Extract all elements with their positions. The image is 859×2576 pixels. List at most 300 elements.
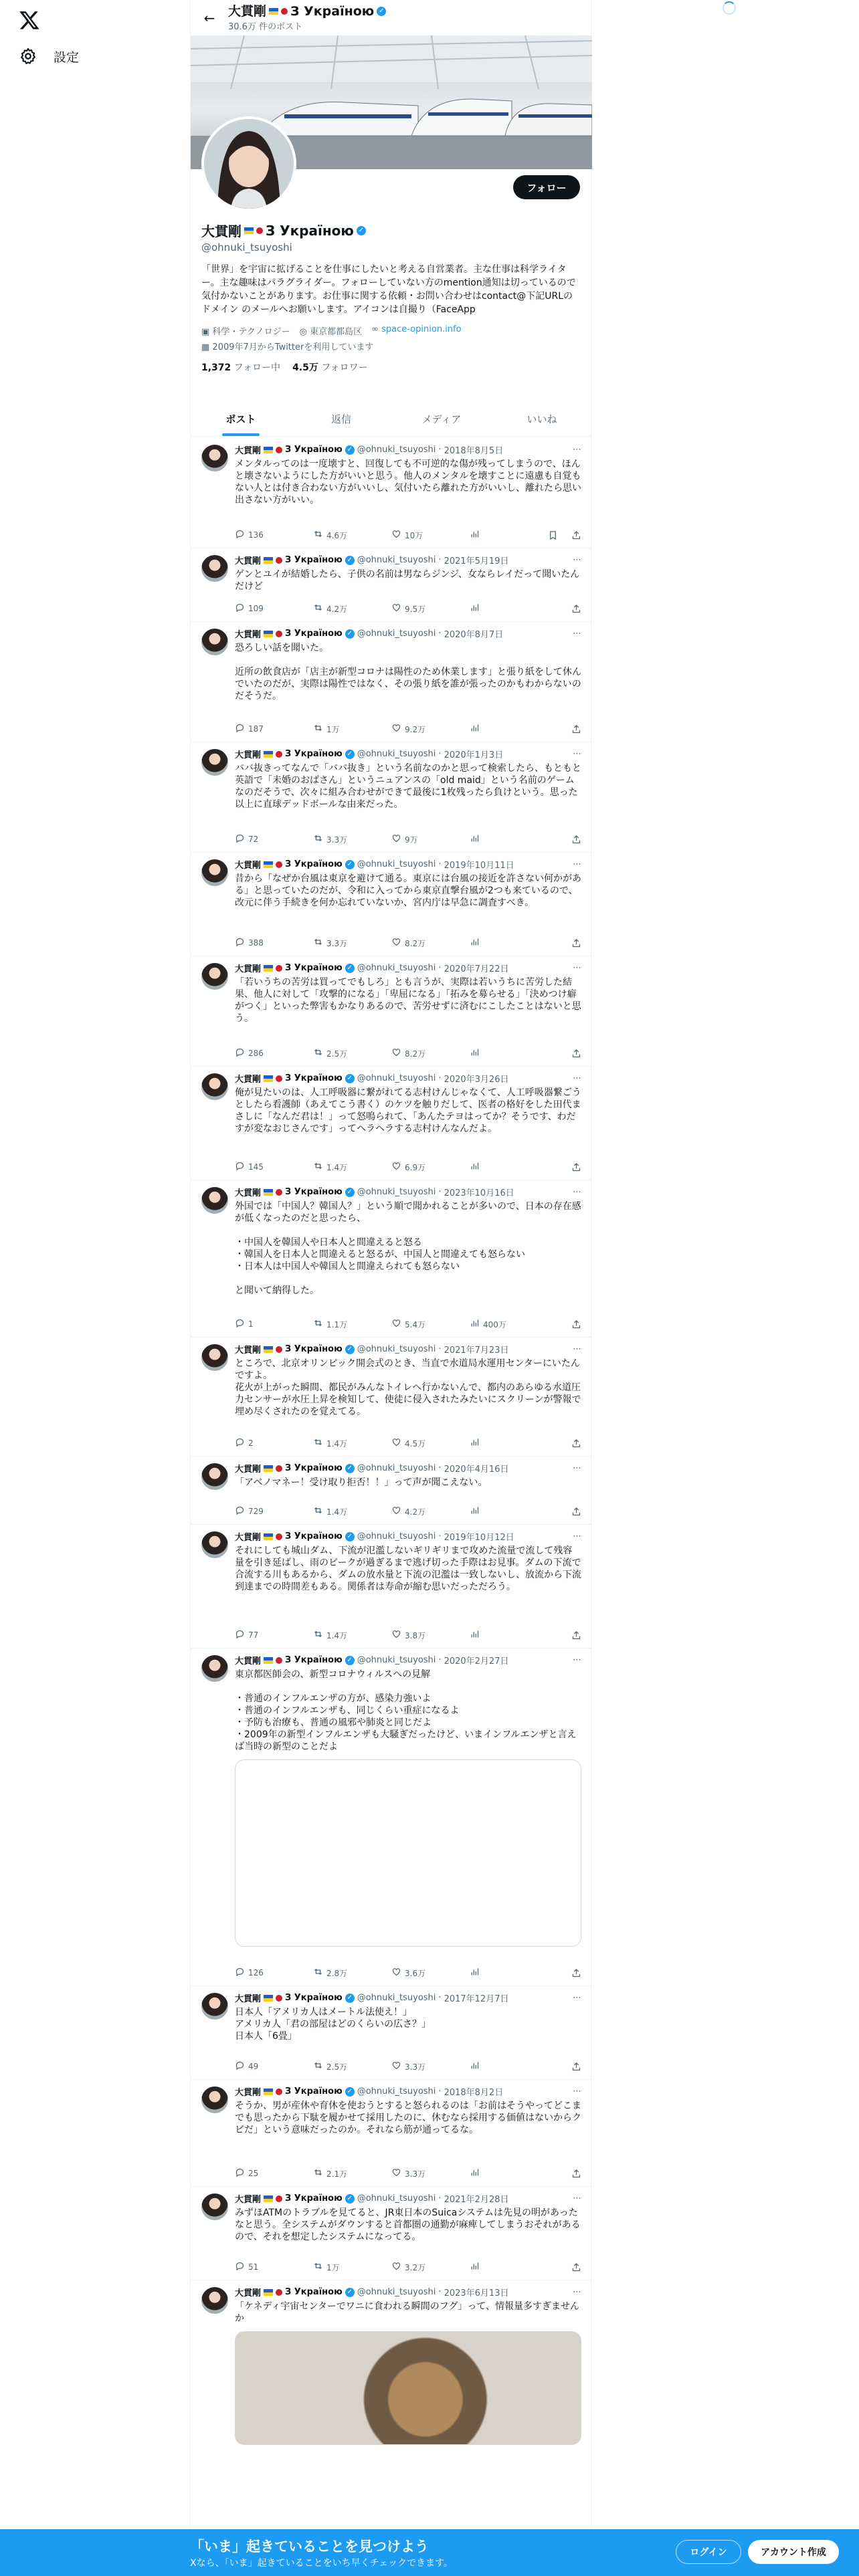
tweet-handle[interactable]: @ohnuki_tsuyoshi bbox=[357, 555, 436, 565]
tweet-avatar[interactable] bbox=[201, 1187, 228, 1214]
tweet-author-name[interactable]: 大貫剛 bbox=[235, 1075, 262, 1085]
x-logo-icon[interactable] bbox=[19, 9, 40, 31]
tweet-actions-end bbox=[571, 2169, 581, 2179]
tweet-handle[interactable]: @ohnuki_tsuyoshi bbox=[357, 749, 436, 759]
left-nav bbox=[0, 0, 187, 2576]
tweet-author-ua: З Україною bbox=[285, 1344, 343, 1354]
tweet-separator: · bbox=[438, 2287, 442, 2297]
heart-icon bbox=[391, 1967, 401, 1979]
retweet-button[interactable] bbox=[313, 1047, 391, 1059]
briefcase-icon: ▣ bbox=[201, 327, 213, 337]
like-button[interactable] bbox=[391, 1318, 470, 1330]
tweet[interactable] bbox=[191, 853, 592, 956]
tweet[interactable] bbox=[191, 2187, 592, 2280]
tweet-author-ua: З Україною bbox=[285, 749, 343, 759]
tweet[interactable] bbox=[191, 1457, 592, 1525]
tweet-avatar[interactable] bbox=[201, 1993, 228, 2020]
reply-button[interactable] bbox=[235, 833, 313, 845]
profile-bio: 「世界」を宇宙に拡げることを仕事にしたいと考える自営業者。主な仕事は科学ライター。主な趣味はパラグライダー。フォローしていない方のmention通知は切っているので気付かないことがあります。お仕事に関する依頼・お問い合わせはcontact@下記URLのドメイン のメールへお願いします。アイコンは自撮り（FaceApp bbox=[201, 264, 576, 315]
more-icon[interactable]: ⋯ bbox=[573, 445, 581, 455]
tweet-handle[interactable]: @ohnuki_tsuyoshi bbox=[357, 1655, 436, 1665]
tweet-body bbox=[235, 1343, 581, 1418]
share-icon[interactable] bbox=[571, 2169, 581, 2179]
reply-count: 145 bbox=[248, 1162, 264, 1172]
tweet-actions bbox=[235, 1161, 581, 1173]
tweet-text: 「若いうちの苦労は買ってでもしろ」とも言うが、実際は若いうちに苦労した結果、他人に対して「攻撃的になる」「卑屈になる」「拓みを募らせる」「決めつけ癖がつく」といった弊害もかなりあるので、苦労せずに済むにこしたことはないと思う。 bbox=[235, 977, 581, 1024]
like-button[interactable] bbox=[391, 2060, 470, 2072]
profile-name-text: 大貫剛 bbox=[201, 223, 242, 239]
retweet-button[interactable] bbox=[313, 2261, 391, 2273]
reply-button[interactable] bbox=[235, 1437, 313, 1449]
retweet-button[interactable] bbox=[313, 2167, 391, 2179]
tweet-handle[interactable]: @ohnuki_tsuyoshi bbox=[357, 2287, 436, 2297]
header-name-text: 大貫剛 bbox=[228, 4, 267, 19]
reply-button[interactable] bbox=[235, 1505, 313, 1517]
heart-icon bbox=[391, 1161, 401, 1173]
tweet-body bbox=[235, 962, 581, 1025]
tweet-text: 「アベノマネー！受け取り拒否！！」って声が聞こえない。 bbox=[235, 1477, 488, 1488]
tweet[interactable] bbox=[191, 1525, 592, 1648]
like-button[interactable] bbox=[391, 603, 470, 615]
views-button[interactable] bbox=[470, 723, 548, 735]
tweet[interactable] bbox=[191, 1986, 592, 2080]
reply-icon bbox=[235, 833, 245, 845]
more-icon[interactable]: ⋯ bbox=[573, 1187, 581, 1197]
retweet-button[interactable] bbox=[313, 723, 391, 735]
views-icon bbox=[470, 723, 480, 735]
tweet-author-name[interactable]: 大貫剛 bbox=[235, 1465, 262, 1475]
tweet-avatar[interactable] bbox=[201, 2287, 228, 2314]
retweet-icon bbox=[313, 1437, 323, 1449]
tweet-body bbox=[235, 858, 581, 909]
tweet-separator: · bbox=[438, 1531, 442, 1541]
reply-count: 49 bbox=[248, 2062, 259, 2071]
heart-icon bbox=[391, 2060, 401, 2072]
tweet-actions bbox=[235, 1318, 581, 1330]
tweet-separator: · bbox=[438, 2086, 442, 2097]
share-icon[interactable] bbox=[571, 1438, 581, 1448]
retweet-count: 1万 bbox=[326, 724, 340, 734]
joined-text: 2009年7月からTwitterを利用しています bbox=[212, 342, 374, 352]
tweet-handle[interactable]: @ohnuki_tsuyoshi bbox=[357, 1993, 436, 2003]
tweet-text: ところで、北京オリンピック開会式のとき、当直で水道局水運用センターにいたんですよ。 花火が上がった瞬間、都民がみんなトイレへ行かないんで、都内のあらゆる水道圧力センサーが水圧上昇を検知して、使徒に侵入されたみたいにスクリーンが警報で埋め尽くされたのを覚えてる。 bbox=[235, 1358, 581, 1417]
tweet-handle[interactable]: @ohnuki_tsuyoshi bbox=[357, 2086, 436, 2097]
tweet-date[interactable]: 2020年4月16日 bbox=[444, 1465, 509, 1475]
tweet-separator: · bbox=[438, 1463, 442, 1473]
ukraine-flag-icon bbox=[264, 861, 273, 868]
tweet-actions-end bbox=[571, 1162, 581, 1172]
heart-icon bbox=[391, 603, 401, 615]
tweet-avatar[interactable] bbox=[201, 1463, 228, 1490]
tweet-author-name[interactable]: 大貫剛 bbox=[235, 2195, 262, 2205]
tweet-date[interactable]: 2017年12月7日 bbox=[444, 1994, 509, 2004]
retweet-count: 1.4万 bbox=[326, 1630, 348, 1640]
retweet-button[interactable] bbox=[313, 1967, 391, 1979]
tweet-date[interactable]: 2018年8月5日 bbox=[444, 446, 504, 456]
tweet-actions-end bbox=[571, 938, 581, 948]
tweet-date[interactable]: 2019年10月11日 bbox=[444, 861, 514, 871]
reply-icon bbox=[235, 603, 245, 615]
tweet-body bbox=[235, 443, 581, 506]
reply-icon bbox=[235, 529, 245, 541]
heart-icon bbox=[391, 1437, 401, 1449]
tweet-avatar[interactable] bbox=[201, 2086, 228, 2113]
japan-flag-icon bbox=[276, 1533, 282, 1540]
views-button[interactable] bbox=[470, 1047, 548, 1059]
reply-button[interactable] bbox=[235, 937, 313, 949]
reply-count: 1 bbox=[248, 1319, 254, 1329]
tweet-date[interactable]: 2020年7月22日 bbox=[444, 964, 509, 974]
tweet[interactable] bbox=[191, 1648, 592, 1986]
views-button[interactable] bbox=[470, 529, 548, 541]
tweet-handle[interactable]: @ohnuki_tsuyoshi bbox=[357, 629, 436, 639]
tweet-avatar[interactable] bbox=[201, 1531, 228, 1558]
tweet-handle[interactable]: @ohnuki_tsuyoshi bbox=[357, 859, 436, 869]
heart-icon bbox=[391, 833, 401, 845]
ukraine-flag-icon bbox=[264, 965, 273, 972]
tweet-handle[interactable]: @ohnuki_tsuyoshi bbox=[357, 963, 436, 973]
views-button[interactable] bbox=[470, 937, 548, 949]
tweet-separator: · bbox=[438, 1073, 442, 1083]
retweet-count: 1.1万 bbox=[326, 1319, 348, 1329]
tab-likes[interactable]: いいね bbox=[527, 413, 557, 425]
like-button[interactable] bbox=[391, 833, 470, 845]
retweet-button[interactable] bbox=[313, 1437, 391, 1449]
following-link[interactable] bbox=[201, 360, 280, 374]
like-button[interactable] bbox=[391, 529, 470, 541]
tweet-date[interactable]: 2021年7月23日 bbox=[444, 1346, 509, 1356]
retweet-button[interactable] bbox=[313, 1161, 391, 1173]
retweet-icon bbox=[313, 2261, 323, 2273]
tweet[interactable] bbox=[191, 1337, 592, 1457]
like-button[interactable] bbox=[391, 2167, 470, 2179]
views-icon bbox=[470, 2261, 480, 2273]
tweet[interactable] bbox=[191, 1180, 592, 1337]
tweet-author-name[interactable]: 大貫剛 bbox=[235, 1994, 262, 2004]
tweet-body bbox=[235, 2192, 581, 2243]
tweet-body bbox=[235, 1992, 581, 2042]
japan-flag-icon bbox=[276, 1995, 282, 2002]
share-icon[interactable] bbox=[571, 1319, 581, 1329]
signup-button[interactable]: アカウント作成 bbox=[748, 2540, 839, 2564]
tweet[interactable] bbox=[191, 438, 592, 548]
reply-count: 136 bbox=[248, 530, 264, 540]
verified-badge-icon: ✓ bbox=[345, 1656, 355, 1665]
reply-button[interactable] bbox=[235, 603, 313, 615]
japan-flag-icon bbox=[276, 1075, 282, 1082]
profile-avatar[interactable] bbox=[201, 116, 296, 211]
tweet-body bbox=[235, 2286, 581, 2445]
more-icon[interactable]: ⋯ bbox=[573, 1993, 581, 2003]
tweet-avatar[interactable] bbox=[201, 1344, 228, 1371]
tweet-author-name[interactable]: 大貫剛 bbox=[235, 446, 262, 456]
retweet-count: 2.1万 bbox=[326, 2169, 348, 2179]
tweet-body bbox=[235, 1186, 581, 1297]
settings-link[interactable] bbox=[19, 47, 79, 66]
heart-icon bbox=[391, 1505, 401, 1517]
views-button[interactable] bbox=[470, 2261, 548, 2273]
tab-replies[interactable]: 返信 bbox=[330, 413, 351, 425]
heart-icon bbox=[391, 1047, 401, 1059]
tweet-author-name[interactable]: 大貫剛 bbox=[235, 861, 262, 871]
profile-tabs bbox=[191, 401, 592, 437]
location-pin-icon: ◎ bbox=[299, 327, 310, 337]
retweet-count: 4.2万 bbox=[326, 604, 348, 614]
tweet-avatar[interactable] bbox=[201, 1073, 228, 1100]
more-icon[interactable]: ⋯ bbox=[573, 749, 581, 759]
followers-link[interactable] bbox=[292, 360, 368, 374]
retweet-icon bbox=[313, 603, 323, 615]
more-icon[interactable]: ⋯ bbox=[573, 2287, 581, 2297]
heart-icon bbox=[391, 2261, 401, 2273]
tweet-handle[interactable]: @ohnuki_tsuyoshi bbox=[357, 1073, 436, 1083]
tweet-actions bbox=[235, 937, 581, 949]
share-icon[interactable] bbox=[571, 1162, 581, 1172]
verified-badge-icon: ✓ bbox=[345, 1994, 355, 2003]
ukraine-flag-icon bbox=[264, 751, 273, 758]
like-button[interactable] bbox=[391, 1437, 470, 1449]
tweet-date[interactable]: 2020年2月27日 bbox=[444, 1656, 509, 1667]
tab-posts[interactable]: ポスト bbox=[191, 401, 291, 436]
tweet-handle[interactable]: @ohnuki_tsuyoshi bbox=[357, 1344, 436, 1354]
tweet-author-name[interactable]: 大貫剛 bbox=[235, 964, 262, 974]
tweet-handle[interactable]: @ohnuki_tsuyoshi bbox=[357, 1463, 436, 1473]
tweet-date[interactable]: 2023年10月16日 bbox=[444, 1188, 514, 1198]
tweet-author-name[interactable]: 大貫剛 bbox=[235, 1656, 262, 1667]
tweet-avatar[interactable] bbox=[201, 1655, 228, 1682]
tweet[interactable] bbox=[191, 956, 592, 1067]
reply-button[interactable] bbox=[235, 1318, 313, 1330]
tweet-date[interactable]: 2019年10月12日 bbox=[444, 1533, 514, 1543]
tweet-date[interactable]: 2020年8月7日 bbox=[444, 630, 504, 640]
tweet-separator: · bbox=[438, 963, 442, 973]
ukraine-flag-icon bbox=[269, 8, 278, 15]
views-icon bbox=[470, 529, 480, 541]
more-icon[interactable]: ⋯ bbox=[573, 1073, 581, 1083]
retweet-button[interactable] bbox=[313, 529, 391, 541]
views-icon bbox=[470, 833, 480, 845]
tweet-actions-end bbox=[571, 724, 581, 734]
reply-count: 51 bbox=[248, 2262, 259, 2272]
tweet-media[interactable] bbox=[235, 2331, 581, 2445]
top-bar bbox=[191, 0, 592, 35]
tweet-media[interactable] bbox=[235, 1759, 581, 1947]
tweet-actions bbox=[235, 1967, 581, 1979]
tweet-text: 俺が見たいのは、人工呼吸器に繋がれてる志村けんじゃなくて、人工呼吸器繋ごうとしたら看護師（あえてこう書く）のケツを触りだして、医者の格好をした田代まさしに「なんだ君は！」って怒鳴られて、「あんたテヨはってか？そうです、わだすが変なおじさんです」ってヘラヘラする志村けんなんだよ。 bbox=[235, 1087, 581, 1134]
profile-ua-text: З Україною bbox=[266, 222, 354, 239]
reply-button[interactable] bbox=[235, 1629, 313, 1641]
retweet-button[interactable] bbox=[313, 937, 391, 949]
follow-button[interactable]: フォロー bbox=[513, 175, 580, 199]
tweet-author-name[interactable]: 大貫剛 bbox=[235, 1533, 262, 1543]
reply-button[interactable] bbox=[235, 723, 313, 735]
like-button[interactable] bbox=[391, 1629, 470, 1641]
reply-button[interactable] bbox=[235, 2261, 313, 2273]
retweet-count: 3.3万 bbox=[326, 938, 348, 948]
tweet-actions-end bbox=[571, 1630, 581, 1640]
views-icon bbox=[470, 1629, 480, 1641]
tweet[interactable] bbox=[191, 1067, 592, 1180]
tweet-author-name[interactable]: 大貫剛 bbox=[235, 1188, 262, 1198]
tweet-actions-end bbox=[571, 1438, 581, 1448]
share-icon[interactable] bbox=[571, 938, 581, 948]
verified-badge-icon: ✓ bbox=[377, 7, 386, 16]
verified-badge-icon: ✓ bbox=[345, 1074, 355, 1083]
bookmark-icon[interactable] bbox=[548, 530, 558, 540]
tweet-author-name[interactable]: 大貫剛 bbox=[235, 1346, 262, 1356]
tweet-avatar[interactable] bbox=[201, 555, 228, 582]
share-icon[interactable] bbox=[571, 2262, 581, 2272]
tweet-author-name[interactable]: 大貫剛 bbox=[235, 556, 262, 566]
tweet-avatar[interactable] bbox=[201, 2193, 228, 2220]
tweet-author-name[interactable]: 大貫剛 bbox=[235, 750, 262, 760]
views-button[interactable] bbox=[470, 1161, 548, 1173]
retweet-button[interactable] bbox=[313, 1505, 391, 1517]
profile-info bbox=[201, 221, 581, 374]
tweet-date[interactable]: 2021年5月19日 bbox=[444, 556, 509, 566]
more-icon[interactable]: ⋯ bbox=[573, 1463, 581, 1473]
tweet-author-ua: З Україною bbox=[285, 629, 343, 639]
tweet-avatar[interactable] bbox=[201, 629, 228, 655]
more-icon[interactable]: ⋯ bbox=[573, 629, 581, 639]
like-button[interactable] bbox=[391, 1047, 470, 1059]
retweet-button[interactable] bbox=[313, 1629, 391, 1641]
tweet-handle[interactable]: @ohnuki_tsuyoshi bbox=[357, 445, 436, 455]
reply-button[interactable] bbox=[235, 1161, 313, 1173]
views-button[interactable] bbox=[470, 833, 548, 845]
more-icon[interactable]: ⋯ bbox=[573, 2193, 581, 2204]
tweet-date[interactable]: 2018年8月2日 bbox=[444, 2088, 504, 2098]
reply-button[interactable] bbox=[235, 2167, 313, 2179]
avatar-image bbox=[204, 119, 294, 209]
tweet[interactable] bbox=[191, 548, 592, 622]
like-button[interactable] bbox=[391, 723, 470, 735]
tweet-separator: · bbox=[438, 1655, 442, 1665]
tweet-avatar[interactable] bbox=[201, 963, 228, 990]
reply-icon bbox=[235, 1629, 245, 1641]
retweet-button[interactable] bbox=[313, 1318, 391, 1330]
tweet[interactable] bbox=[191, 622, 592, 742]
like-button[interactable] bbox=[391, 2261, 470, 2273]
verified-badge-icon: ✓ bbox=[345, 2288, 355, 2297]
reply-button[interactable] bbox=[235, 1047, 313, 1059]
retweet-count: 2.8万 bbox=[326, 1968, 348, 1978]
login-button[interactable]: ログイン bbox=[676, 2540, 741, 2564]
views-button[interactable] bbox=[470, 1629, 548, 1641]
retweet-count: 2.5万 bbox=[326, 1049, 348, 1059]
tweet-header bbox=[235, 1654, 581, 1667]
share-icon[interactable] bbox=[571, 1049, 581, 1059]
retweet-icon bbox=[313, 529, 323, 541]
like-count: 3.3万 bbox=[405, 2169, 426, 2179]
reply-icon bbox=[235, 1437, 245, 1449]
tweet-actions-end bbox=[548, 530, 581, 540]
share-icon[interactable] bbox=[571, 604, 581, 614]
tweet-avatar[interactable] bbox=[201, 445, 228, 471]
more-icon[interactable]: ⋯ bbox=[573, 555, 581, 565]
ukraine-flag-icon bbox=[264, 1465, 273, 1472]
tweet-author-name[interactable]: 大貫剛 bbox=[235, 2088, 262, 2098]
share-icon[interactable] bbox=[571, 1507, 581, 1517]
tweet[interactable] bbox=[191, 2080, 592, 2187]
share-icon[interactable] bbox=[571, 1968, 581, 1978]
reply-button[interactable] bbox=[235, 1967, 313, 1979]
like-button[interactable] bbox=[391, 937, 470, 949]
views-icon bbox=[470, 1505, 480, 1517]
tweet-avatar[interactable] bbox=[201, 859, 228, 886]
tweet-author-ua: З Україною bbox=[285, 555, 343, 565]
verified-badge-icon: ✓ bbox=[345, 1532, 355, 1541]
tweet-separator: · bbox=[438, 749, 442, 759]
more-icon[interactable]: ⋯ bbox=[573, 1655, 581, 1665]
tweet-actions bbox=[235, 1505, 581, 1517]
tweet-body bbox=[235, 1462, 581, 1489]
tweet-author-name[interactable]: 大貫剛 bbox=[235, 630, 262, 640]
tweet-handle[interactable]: @ohnuki_tsuyoshi bbox=[357, 2193, 436, 2204]
tweet-author-ua: З Україною bbox=[285, 445, 343, 455]
more-icon[interactable]: ⋯ bbox=[573, 963, 581, 973]
retweet-button[interactable] bbox=[313, 603, 391, 615]
tweet-date[interactable]: 2021年2月28日 bbox=[444, 2195, 509, 2205]
location-text: 東京都都島区 bbox=[310, 327, 363, 337]
share-icon[interactable] bbox=[571, 530, 581, 540]
tweet-date[interactable]: 2020年3月26日 bbox=[444, 1075, 509, 1085]
followers-label: フォロワー bbox=[321, 362, 368, 373]
views-button[interactable] bbox=[470, 1967, 548, 1979]
views-button[interactable] bbox=[470, 1318, 548, 1330]
more-icon[interactable]: ⋯ bbox=[573, 1531, 581, 1541]
retweet-button[interactable] bbox=[313, 2060, 391, 2072]
website-link[interactable]: space-opinion.info bbox=[381, 324, 462, 334]
tweet-body bbox=[235, 1654, 581, 1947]
reply-button[interactable] bbox=[235, 529, 313, 541]
share-icon[interactable] bbox=[571, 1630, 581, 1640]
share-icon[interactable] bbox=[571, 835, 581, 845]
tab-media[interactable]: メディア bbox=[421, 413, 462, 425]
more-icon[interactable]: ⋯ bbox=[573, 2086, 581, 2097]
retweet-button[interactable] bbox=[313, 833, 391, 845]
like-button[interactable] bbox=[391, 1505, 470, 1517]
like-button[interactable] bbox=[391, 1967, 470, 1979]
tweet[interactable] bbox=[191, 742, 592, 853]
share-icon[interactable] bbox=[571, 724, 581, 734]
more-icon[interactable]: ⋯ bbox=[573, 1344, 581, 1354]
like-button[interactable] bbox=[391, 1161, 470, 1173]
views-button[interactable] bbox=[470, 1505, 548, 1517]
views-button[interactable] bbox=[470, 603, 548, 615]
reply-button[interactable] bbox=[235, 2060, 313, 2072]
japan-flag-icon bbox=[276, 2088, 282, 2095]
tweet-header bbox=[235, 1186, 581, 1198]
tweet-handle[interactable]: @ohnuki_tsuyoshi bbox=[357, 1531, 436, 1541]
tweet-author-name[interactable]: 大貫剛 bbox=[235, 2288, 262, 2298]
views-button[interactable] bbox=[470, 2060, 548, 2072]
tweet-header bbox=[235, 627, 581, 640]
reply-count: 286 bbox=[248, 1049, 264, 1058]
tweet-date[interactable]: 2023年6月13日 bbox=[444, 2288, 509, 2298]
tweet-handle[interactable]: @ohnuki_tsuyoshi bbox=[357, 1187, 436, 1197]
more-icon[interactable]: ⋯ bbox=[573, 859, 581, 869]
back-arrow-icon[interactable]: ← bbox=[203, 9, 215, 26]
tweet-date[interactable]: 2020年1月3日 bbox=[444, 750, 504, 760]
website-item[interactable] bbox=[371, 324, 461, 337]
views-button[interactable] bbox=[470, 2167, 548, 2179]
tweet-avatar[interactable] bbox=[201, 749, 228, 776]
retweet-icon bbox=[313, 723, 323, 735]
share-icon[interactable] bbox=[571, 2062, 581, 2072]
tweet-actions-end bbox=[571, 2062, 581, 2072]
views-button[interactable] bbox=[470, 1437, 548, 1449]
